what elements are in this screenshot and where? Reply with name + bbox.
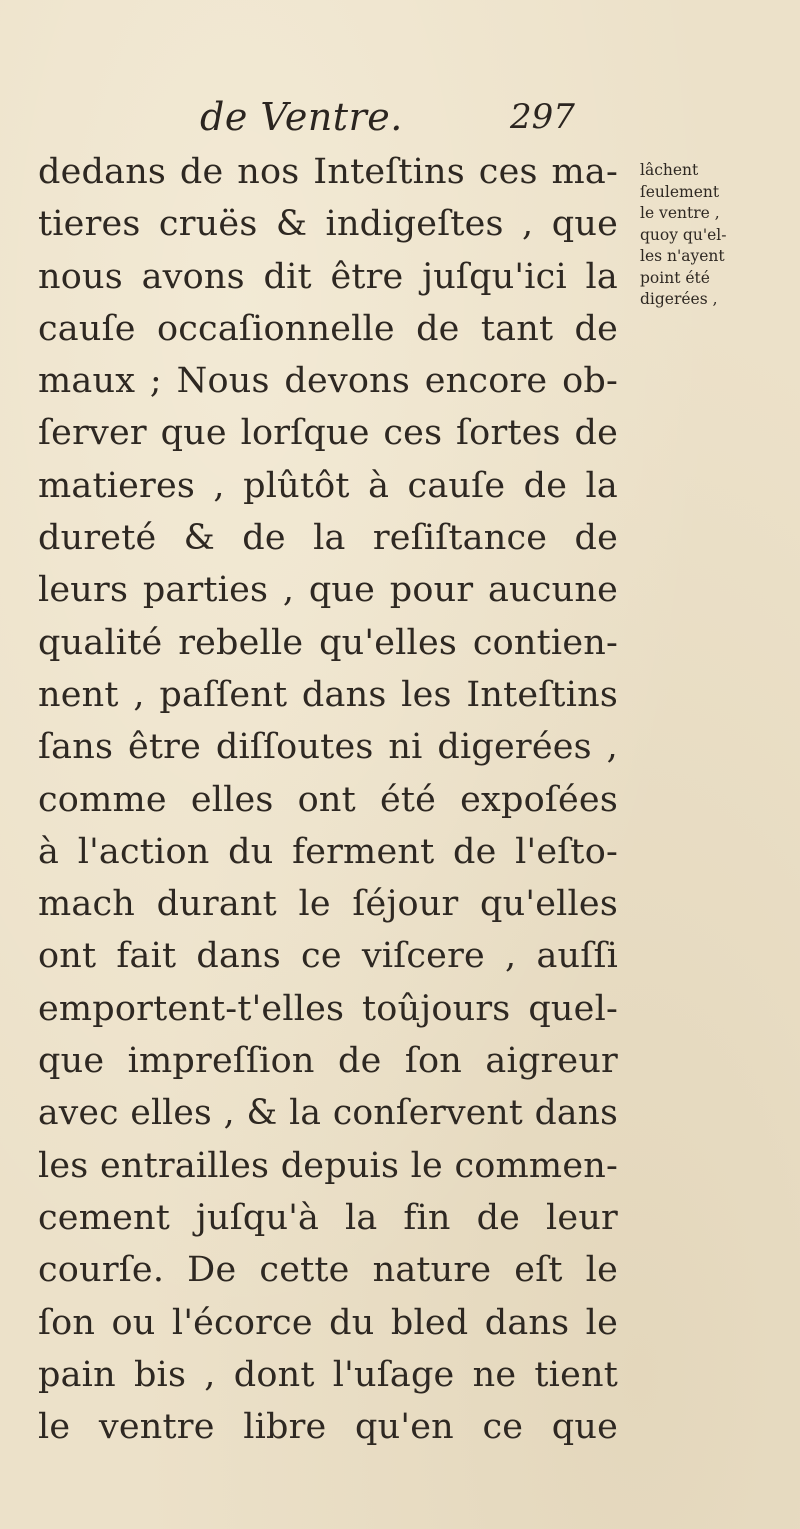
text-line: le ventre libre qu'en ce que (38, 1407, 618, 1448)
marginal-note-line: point été (640, 268, 710, 287)
text-line: ont fait dans ce viſcere , auſſi (38, 936, 618, 977)
text-line: tieres cruës & indigeſtes , que (38, 204, 618, 245)
text-line: qualité rebelle qu'elles contien- (38, 622, 618, 663)
text-line: emportent-t'elles toûjours quel- (38, 988, 618, 1029)
text-line: cement juſqu'à la fin de leur (38, 1197, 618, 1238)
text-line: nent , paſſent dans les Inteſtins (38, 674, 618, 715)
marginal-note-line: quoy qu'el- (640, 225, 727, 244)
text-line: dedans de nos Inteſtins ces ma- (38, 152, 618, 192)
running-title: de Ventre. (200, 95, 403, 139)
text-line: les entrailles depuis le commen- (38, 1145, 618, 1186)
text-line: comme elles ont été expoſées (38, 779, 618, 820)
text-line: maux ; Nous devons encore ob- (38, 361, 618, 402)
page-header (200, 92, 640, 142)
text-line: ſans être diſſoutes ni digerées , (38, 727, 618, 768)
page-number: 297 (510, 97, 575, 137)
marginal-note-line: les n'ayent (640, 247, 725, 265)
text-line: à l'action du ferment de l'eſto- (38, 831, 618, 872)
text-line: courſe. De cette nature eſt le (38, 1250, 618, 1291)
text-line: que impreſſion de ſon aigreur (38, 1041, 618, 1082)
text-line: dureté & de la reſiſtance de (38, 518, 618, 559)
marginal-note-line: le ventre , (640, 204, 720, 222)
marginal-note-line: digerées , (640, 290, 718, 308)
marginal-note-line: lâchent (640, 161, 699, 179)
text-line: ſerver que lorſque ces ſortes de (38, 413, 618, 454)
text-line: avec elles , & la conſervent dans (38, 1093, 618, 1134)
text-line: mach durant le ſéjour qu'elles (38, 884, 618, 925)
text-line: cauſe occaſionnelle de tant de (38, 308, 618, 349)
marginal-note (640, 160, 790, 311)
marginal-note-line: ſeulement (640, 182, 720, 201)
text-line: pain bis , dont l'uſage ne tient (38, 1354, 618, 1395)
text-line: matieres , plûtôt à cauſe de la (38, 465, 618, 506)
body-text (38, 146, 618, 1453)
text-line: ſon ou l'écorce du bled dans le (38, 1302, 618, 1343)
text-line: nous avons dit être juſqu'ici la (38, 256, 618, 297)
text-line: leurs parties , que pour aucune (38, 570, 618, 611)
